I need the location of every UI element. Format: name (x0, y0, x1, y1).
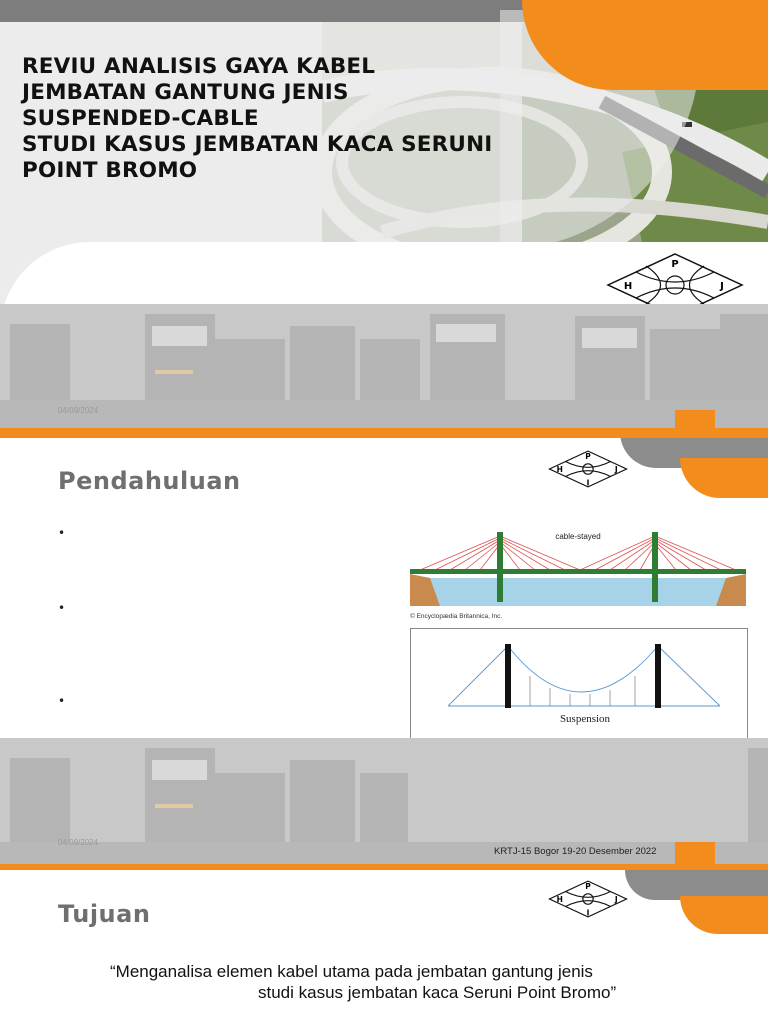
cable-stayed-label: cable-stayed (555, 532, 601, 541)
section-heading-3: Tujuan (58, 900, 151, 928)
hpji-logo-small (544, 450, 632, 488)
svg-text:P: P (585, 882, 591, 892)
suspension-label: Suspension (559, 713, 611, 725)
objective-quote-line2: studi kasus jembatan kaca Seruni Point Bromo” (258, 983, 617, 1002)
objective-slide (0, 870, 768, 1024)
diagram-credit: © Encyclopædia Britannica, Inc. (410, 613, 503, 620)
slide2-footer: KRTJ-15 Bogor 19-20 Desember 2022 (494, 846, 657, 857)
slide2-date: 04/09/2024 (58, 838, 99, 847)
section-heading: Pendahuluan (58, 467, 241, 495)
svg-text:H: H (623, 281, 633, 292)
orange-square-2 (675, 842, 715, 866)
slide-title: REVIU ANALISIS GAYA KABEL JEMBATAN GANTUNG JENIS SUSPENDED-CABLE STUDI KASUS JEMBATAN KACA SERUNI POINT BROMO (22, 54, 493, 183)
bullet-2: • (58, 601, 66, 615)
cable-stayed-diagram (410, 522, 746, 606)
accent-corner-3 (680, 896, 768, 934)
orange-band (0, 428, 768, 438)
svg-text:I: I (586, 908, 590, 918)
objective-quote-line1: “Menganalisa elemen kabel utama pada jembatan gantung jenis (110, 962, 593, 981)
introduction-slide (0, 438, 768, 870)
svg-text:H: H (556, 464, 563, 474)
svg-text:P: P (585, 452, 591, 462)
hpji-logo-small-3 (544, 880, 632, 918)
accent-corner (680, 458, 768, 498)
svg-text:J: J (614, 464, 618, 474)
slide1-date: 04/09/2024 (58, 406, 99, 415)
city-strip (0, 304, 768, 428)
orange-square (675, 410, 715, 432)
bullet-1: • (58, 526, 66, 540)
svg-text:J: J (720, 281, 724, 292)
svg-text:J: J (614, 894, 618, 904)
svg-text:H: H (556, 894, 563, 904)
bullet-3: • (58, 694, 66, 708)
svg-text:I: I (586, 478, 590, 488)
title-slide (0, 0, 768, 438)
svg-text:P: P (671, 259, 679, 270)
